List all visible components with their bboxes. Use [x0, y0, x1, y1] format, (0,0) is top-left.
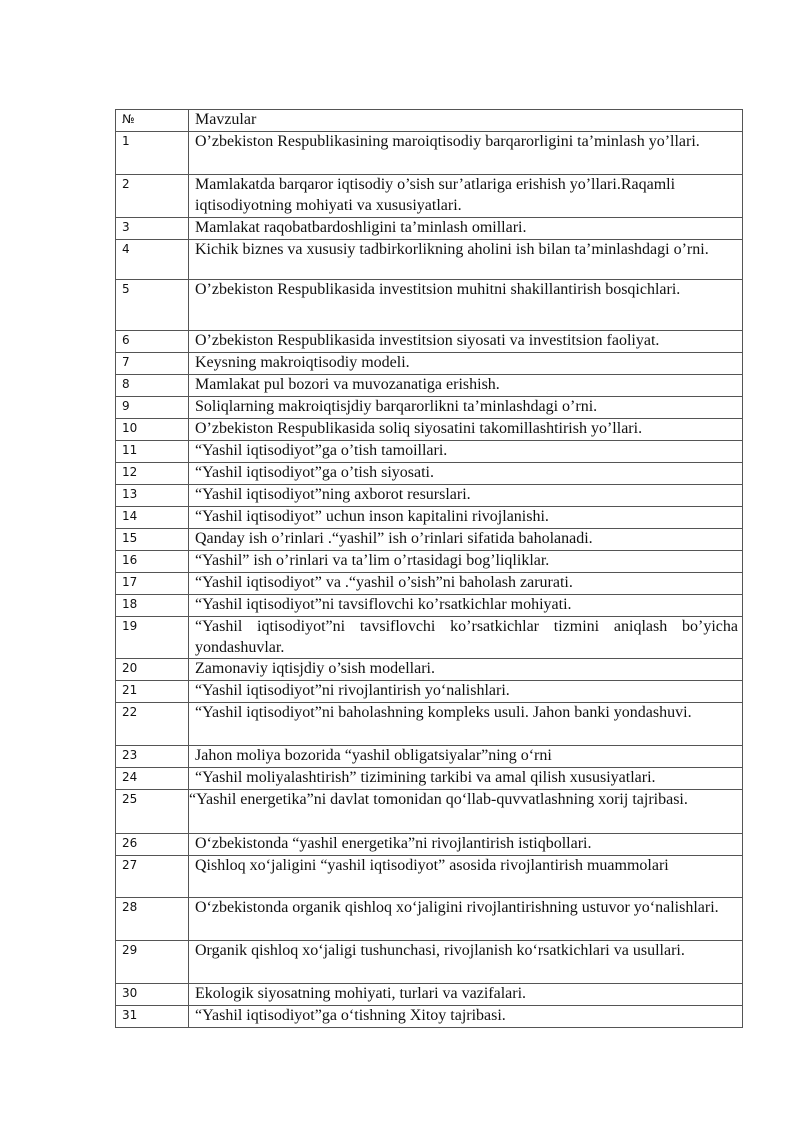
row-number: 1 [116, 132, 189, 175]
row-topic: “Yashil iqtisodiyot”ni tavsiflovchi ko’rsatkichlar tizmini aniqlash bo’yicha yondashuvlar. [189, 617, 743, 659]
table-row [116, 529, 743, 551]
header-number: № [116, 110, 189, 132]
row-number: 31 [116, 1006, 189, 1028]
row-number: 16 [116, 551, 189, 573]
table-row [116, 941, 743, 984]
table-row [116, 790, 743, 834]
table-row [116, 681, 743, 703]
row-topic: “Yashil iqtisodiyot”ni rivojlantirish yo‘nalishlari. [189, 681, 743, 703]
table-row [116, 353, 743, 375]
row-number: 19 [116, 617, 189, 659]
row-number: 23 [116, 746, 189, 768]
row-topic: “Yashil energetika”ni davlat tomonidan qo‘llab-quvvatlashning xorij tajribasi. [189, 790, 743, 834]
table-row [116, 175, 743, 218]
row-topic: “Yashil iqtisodiyot”ga o’tish tamoillari. [189, 441, 743, 463]
table-row [116, 331, 743, 353]
row-topic: Qanday ish o’rinlari .“yashil” ish o’rinlari sifatida baholanadi. [189, 529, 743, 551]
table-row [116, 397, 743, 419]
row-topic: “Yashil moliyalashtirish” tizimining tarkibi va amal qilish xususiyatlari. [189, 768, 743, 790]
table-row [116, 1006, 743, 1028]
table-row [116, 375, 743, 397]
table-row [116, 984, 743, 1006]
table-row [116, 463, 743, 485]
table-row [116, 507, 743, 529]
table-row [116, 218, 743, 240]
row-topic: O’zbekiston Respublikasining maroiqtisodiy barqarorligini ta’minlash yo’llari. [189, 132, 743, 175]
table-row [116, 280, 743, 331]
row-number: 18 [116, 595, 189, 617]
row-topic: “Yashil iqtisodiyot”ni tavsiflovchi ko’rsatkichlar mohiyati. [189, 595, 743, 617]
row-number: 8 [116, 375, 189, 397]
row-number: 17 [116, 573, 189, 595]
table-header-row [116, 110, 743, 132]
row-number: 28 [116, 898, 189, 941]
row-number: 13 [116, 485, 189, 507]
row-number: 27 [116, 856, 189, 898]
row-number: 14 [116, 507, 189, 529]
row-topic: O’zbekiston Respublikasida soliq siyosatini takomillashtirish yo’llari. [189, 419, 743, 441]
row-topic: Keysning makroiqtisodiy modeli. [189, 353, 743, 375]
row-topic: Mamlakat pul bozori va muvozanatiga erishish. [189, 375, 743, 397]
row-number: 10 [116, 419, 189, 441]
row-number: 20 [116, 659, 189, 681]
row-topic: “Yashil iqtisodiyot”ni baholashning kompleks usuli. Jahon banki yondashuvi. [189, 703, 743, 746]
table-row [116, 898, 743, 941]
row-topic: Organik qishloq xo‘jaligi tushunchasi, rivojlanish ko‘rsatkichlari va usullari. [189, 941, 743, 984]
row-number: 6 [116, 331, 189, 353]
row-number: 5 [116, 280, 189, 331]
table-row [116, 132, 743, 175]
table-row [116, 659, 743, 681]
topics-table [115, 109, 743, 1028]
table-row [116, 573, 743, 595]
row-topic: O‘zbekistonda “yashil energetika”ni rivojlantirish istiqbollari. [189, 834, 743, 856]
row-number: 9 [116, 397, 189, 419]
row-topic: Ekologik siyosatning mohiyati, turlari va vazifalari. [189, 984, 743, 1006]
row-number: 26 [116, 834, 189, 856]
row-number: 11 [116, 441, 189, 463]
row-topic: Kichik biznes va xususiy tadbirkorlikning aholini ish bilan ta’minlashdagi o’rni. [189, 240, 743, 280]
row-number: 25 [116, 790, 189, 834]
table-row [116, 746, 743, 768]
row-topic: “Yashil iqtisodiyot” uchun inson kapitalini rivojlanishi. [189, 507, 743, 529]
row-topic: O’zbekiston Respublikasida investitsion siyosati va investitsion faoliyat. [189, 331, 743, 353]
row-number: 21 [116, 681, 189, 703]
table-row [116, 551, 743, 573]
row-topic: “Yashil iqtisodiyot”ga o‘tishning Xitoy tajribasi. [189, 1006, 743, 1028]
row-number: 7 [116, 353, 189, 375]
table-row [116, 703, 743, 746]
table-row [116, 595, 743, 617]
row-number: 3 [116, 218, 189, 240]
row-topic: Mamlakat raqobatbardoshligini ta’minlash omillari. [189, 218, 743, 240]
table-row [116, 419, 743, 441]
row-topic: “Yashil iqtisodiyot”ga o’tish siyosati. [189, 463, 743, 485]
row-number: 22 [116, 703, 189, 746]
row-topic: Jahon moliya bozorida “yashil obligatsiyalar”ning o‘rni [189, 746, 743, 768]
row-topic: O‘zbekistonda organik qishloq xo‘jaligini rivojlantirishning ustuvor yo‘nalishlari. [189, 898, 743, 941]
table-row [116, 617, 743, 659]
row-number: 24 [116, 768, 189, 790]
row-topic: “Yashil iqtisodiyot”ning axborot resurslari. [189, 485, 743, 507]
header-topics: Mavzular [189, 110, 743, 132]
row-number: 12 [116, 463, 189, 485]
table-row [116, 856, 743, 898]
row-number: 4 [116, 240, 189, 280]
row-topic: “Yashil iqtisodiyot” va .“yashil o’sish”ni baholash zarurati. [189, 573, 743, 595]
table-row [116, 485, 743, 507]
row-number: 30 [116, 984, 189, 1006]
row-topic: Qishloq xo‘jaligini “yashil iqtisodiyot” asosida rivojlantirish muammolari [189, 856, 743, 898]
row-number: 15 [116, 529, 189, 551]
table-row [116, 240, 743, 280]
row-topic: Mamlakatda barqaror iqtisodiy o’sish sur’atlariga erishish yo’llari.Raqamli iqtisodiyotning mohiyati va xususiyatlari. [189, 175, 743, 218]
table-row [116, 834, 743, 856]
row-topic: Zamonaviy iqtisjdiy o’sish modellari. [189, 659, 743, 681]
row-number: 2 [116, 175, 189, 218]
table-row [116, 441, 743, 463]
row-number: 29 [116, 941, 189, 984]
row-topic: Soliqlarning makroiqtisjdiy barqarorlikni ta’minlashdagi o’rni. [189, 397, 743, 419]
table-row [116, 768, 743, 790]
row-topic: “Yashil” ish o’rinlari va ta’lim o’rtasidagi bog’liqliklar. [189, 551, 743, 573]
row-topic: O’zbekiston Respublikasida investitsion muhitni shakillantirish bosqichlari. [189, 280, 743, 331]
